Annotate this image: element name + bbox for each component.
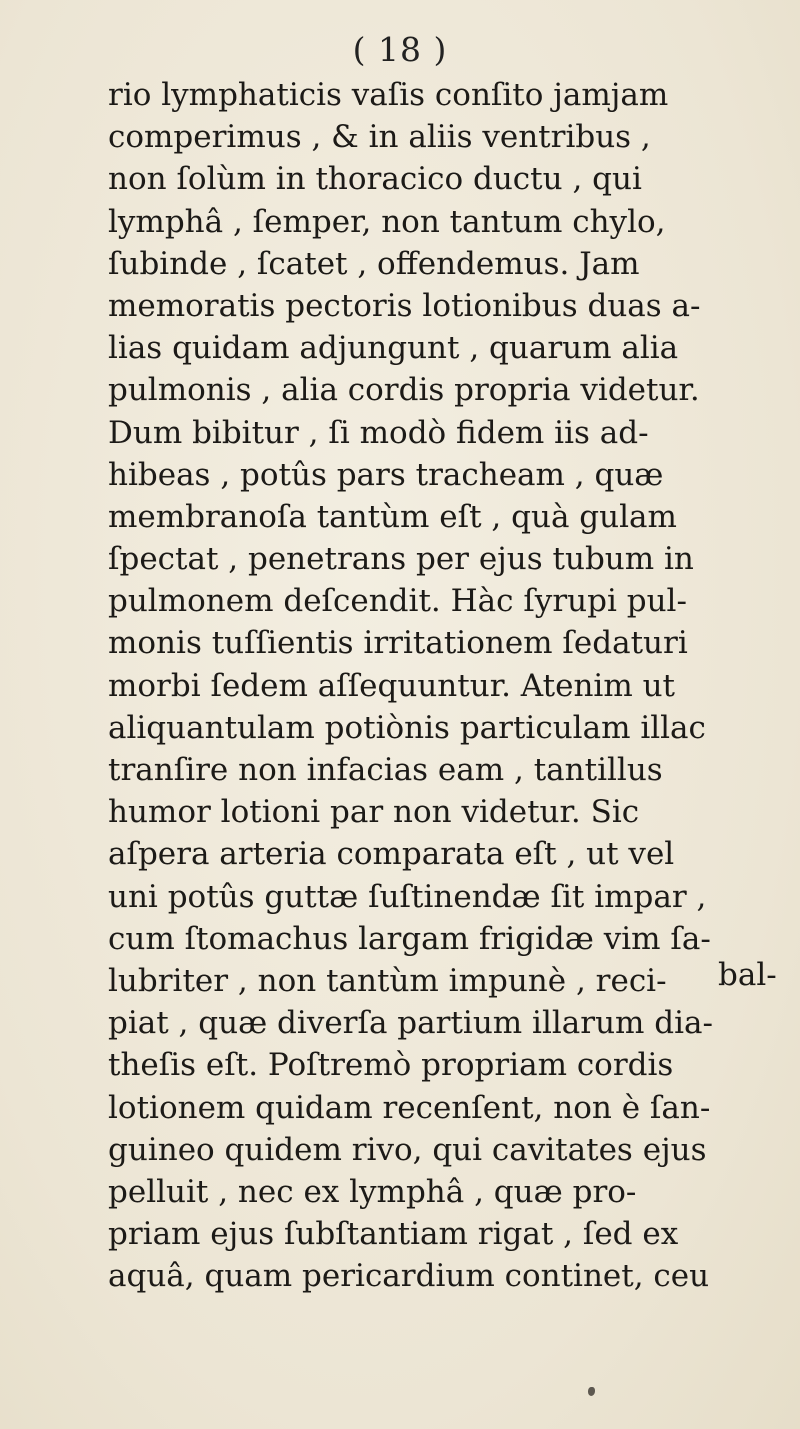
text-line: piat , quæ diverſa partium illarum dia- bbox=[108, 1005, 714, 1042]
text-line: membranoſa tantùm eſt , quà gulam bbox=[108, 498, 677, 535]
text-line: pulmonis , alia cordis propria videtur. bbox=[108, 372, 700, 409]
text-line: lotionem quidam recenſent, non è ſan- bbox=[108, 1089, 711, 1126]
text-line: aſpera arteria comparata eſt , ut vel bbox=[108, 836, 675, 873]
page-number-header: ( 18 ) bbox=[352, 30, 448, 69]
text-line: lias quidam adjungunt , quarum alia bbox=[108, 330, 679, 367]
text-line: theſis eſt. Poſtremò propriam cordis bbox=[108, 1047, 674, 1084]
text-line: priam ejus ſubſtantiam rigat , ſed ex bbox=[108, 1216, 679, 1253]
text-line: humor lotioni par non videtur. Sic bbox=[108, 794, 640, 831]
text-line: monis tuſſientis irritationem ſedaturi bbox=[108, 625, 688, 662]
text-line: pulmonem deſcendit. Hàc ſyrupi pul- bbox=[108, 583, 687, 620]
ink-speck bbox=[588, 1387, 595, 1396]
text-line: Dum bibitur , ſi modò fidem iis ad- bbox=[108, 414, 649, 451]
text-line: rio lymphaticis vaſis conſito jamjam bbox=[108, 77, 669, 113]
catchword: bal- bbox=[718, 957, 777, 993]
text-line: ſubinde , ſcatet , offendemus. Jam bbox=[108, 245, 640, 282]
text-line: aliquantulam potiònis particulam illac bbox=[108, 709, 706, 746]
text-line: pelluit , nec ex lymphâ , quæ pro- bbox=[108, 1173, 637, 1210]
text-line: lymphâ , ſemper, non tantum chylo, bbox=[108, 203, 666, 240]
text-line: uni potûs guttæ ſuſtinendæ ſit impar , bbox=[108, 878, 707, 915]
text-line: aquâ, quam pericardium continet, ceu bbox=[108, 1258, 710, 1295]
text-line: tranſire non infacias eam , tantillus bbox=[108, 752, 663, 788]
text-line: cum ſtomachus largam frigidæ vim ſa- bbox=[108, 920, 711, 957]
text-line: lubriter , non tantùm impunè , reci- bbox=[108, 962, 667, 999]
text-line: ſpectat , penetrans per ejus tubum in bbox=[108, 541, 694, 578]
text-line: guineo quidem rivo, qui cavitates ejus bbox=[108, 1131, 707, 1168]
text-line: comperimus , & in aliis ventribus , bbox=[108, 119, 651, 156]
text-line: memoratis pectoris lotionibus duas a- bbox=[108, 287, 701, 324]
text-line: non ſolùm in thoracico ductu , qui bbox=[108, 161, 642, 198]
body-text bbox=[108, 74, 798, 1297]
text-line: hibeas , potûs pars tracheam , quæ bbox=[108, 456, 664, 493]
text-line: morbi ſedem aſſequuntur. Atenim ut bbox=[108, 667, 676, 704]
